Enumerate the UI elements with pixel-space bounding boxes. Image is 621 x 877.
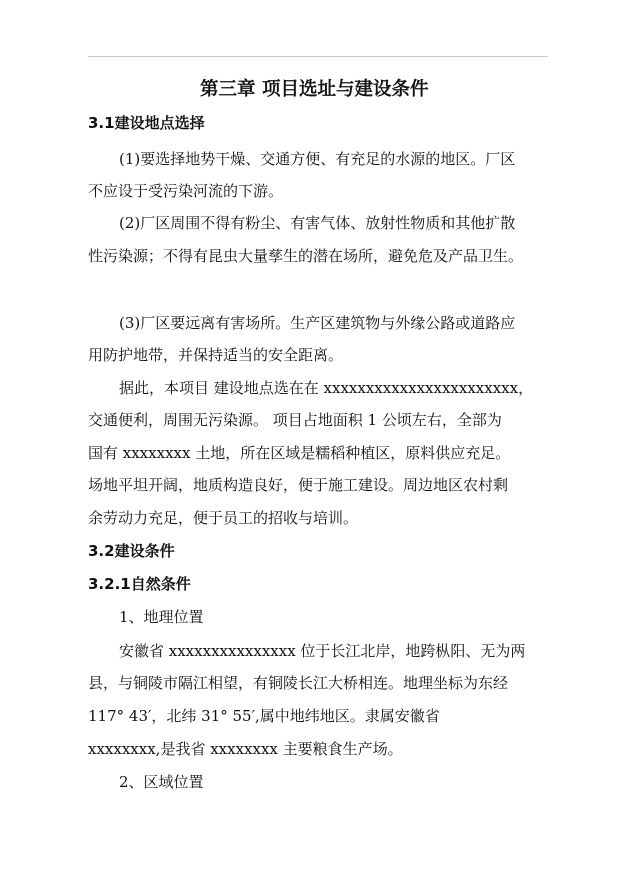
paragraph-item-1-line-1: (1)要选择地势干燥、交通方便、有充足的水源的地区。厂区 [119, 150, 516, 168]
paragraph-item-3-line-2: 用防护地带，并保持适当的安全距离。 [88, 346, 344, 364]
paragraph-item-3-line-1: (3)厂区要远离有害场所。生产区建筑物与外缘公路或道路应 [119, 314, 516, 332]
geo-text-line-2: 县，与铜陵市隔江相望，有铜陵长江大桥相连。地理坐标为东经 [88, 674, 509, 692]
geo-location-label: 1、地理位置 [119, 608, 204, 626]
geo-text-line-1: 安徽省 xxxxxxxxxxxxxxx 位于长江北岸，地跨枞阳、无为两 [119, 642, 526, 660]
chapter-title: 第三章 项目选址与建设条件 [200, 79, 429, 100]
header-rule [88, 56, 548, 57]
conclusion-line-4: 场地平坦开阔，地质构造良好，便于施工建设。周边地区农村剩 [88, 476, 509, 494]
conclusion-line-1: 据此，本项目 建设地点选在在 xxxxxxxxxxxxxxxxxxxxxxx， [119, 379, 534, 397]
paragraph-item-1-line-2: 不应设于受污染河流的下游。 [88, 182, 284, 200]
conclusion-line-5: 余劳动力充足，便于员工的招收与培训。 [88, 509, 359, 527]
subsection-heading-3-2-1: 3.2.1自然条件 [88, 575, 191, 593]
paragraph-item-2-line-2: 性污染源；不得有昆虫大量孳生的潜在场所，避免危及产品卫生。 [88, 247, 524, 265]
section-heading-3-1: 3.1建设地点选择 [88, 114, 205, 132]
paragraph-item-2-line-1: (2)厂区周围不得有粉尘、有害气体、放射性物质和其他扩散 [119, 214, 516, 232]
conclusion-line-3: 国有 xxxxxxxx 土地，所在区域是糯稻种植区，原料供应充足。 [88, 444, 511, 462]
region-location-label: 2、区域位置 [119, 773, 204, 791]
geo-text-line-3: 117° 43′，北纬 31° 55′,属中地纬地区。隶属安徽省 [88, 707, 440, 725]
section-heading-3-2: 3.2建设条件 [88, 542, 175, 560]
conclusion-line-2: 交通便利，周围无污染源。 项目占地面积 1 公顷左右，全部为 [88, 411, 502, 429]
geo-text-line-4: xxxxxxxx,是我省 xxxxxxxx 主要粮食生产场。 [88, 740, 403, 758]
